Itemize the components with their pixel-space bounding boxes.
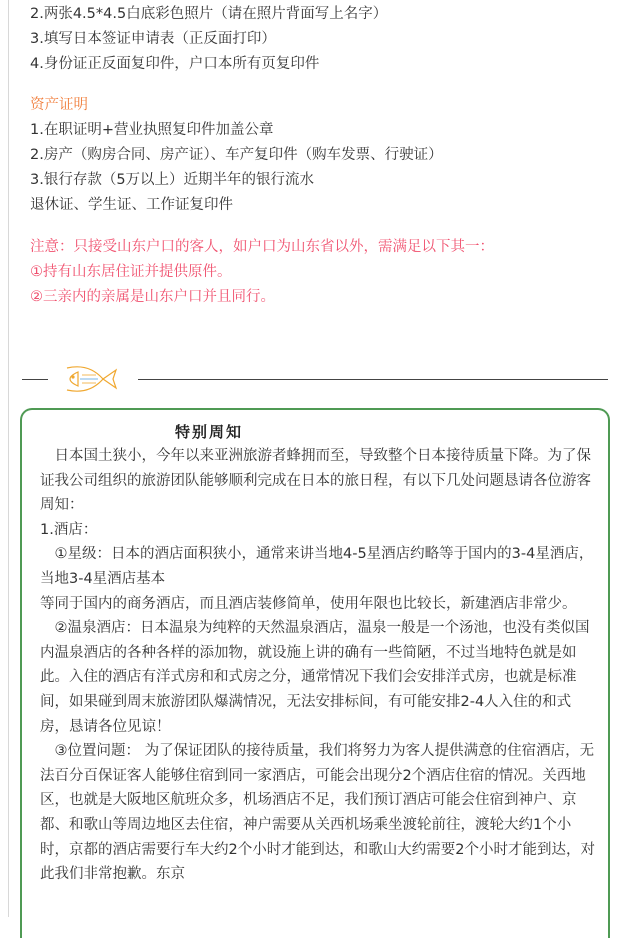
notice-paragraph: ③位置问题： 为了保证团队的接待质量，我们将努力为客人提供满意的住宿酒店，无法百分百保证客人能够住宿到同一家酒店，可能会出现分2个酒店住宿的情况。关西地区，也就是大阪地区航班众多，机场酒店不足，我们预订酒店可能会住宿到神户、京都、和歌山等周边地区去住宿，神户需要从关西机场乘坐渡轮前往，渡轮大约1个小时，京都的酒店需要行车大约2个小时才能到达，和歌山大约需要2个小时才能到达，对此我们非常抱歉。东京 xyxy=(40,743,595,883)
notice-requirements xyxy=(30,235,610,310)
note-line: 注意：只接受山东户口的客人，如户口为山东省以外，需满足以下其一： xyxy=(30,239,494,255)
divider-line-right xyxy=(138,379,608,380)
notice-paragraph: 日本国土狭小，今年以来亚洲旅游者蜂拥而至，导致整个日本接待质量下降。为了保证我公司组织的旅游团队能够顺利完成在日本的旅日程，有以下几处问题恳请各位游客周知： xyxy=(40,448,591,514)
document-top-section xyxy=(30,2,610,310)
assets-item: 3.银行存款（5万以上）近期半年的银行流水 xyxy=(30,172,315,188)
assets-list xyxy=(30,118,610,218)
note-line: ①持有山东居住证并提供原件。 xyxy=(30,264,232,280)
assets-item: 1.在职证明+营业执照复印件加盖公章 xyxy=(30,122,274,138)
divider-line-left xyxy=(22,379,48,380)
assets-item: 退休证、学生证、工作证复印件 xyxy=(30,197,233,213)
notice-paragraph: 等同于国内的商务酒店，而且酒店装修简单，使用年限也比较长，新建酒店非常少。 xyxy=(40,595,577,612)
special-notice-box xyxy=(20,408,610,938)
fish-ornament-icon xyxy=(58,366,120,392)
left-border-line xyxy=(8,0,9,917)
materials-list xyxy=(30,2,610,77)
notice-paragraph: 1.酒店： xyxy=(40,521,98,538)
note-line: ②三亲内的亲属是山东户口并且同行。 xyxy=(30,289,275,305)
notice-content xyxy=(40,410,596,887)
notice-paragraph: ①星级：日本的酒店面积狭小，通常来讲当地4-5星酒店约略等于国内的3-4星酒店，当地3-4星酒店基本 xyxy=(40,546,594,587)
materials-item: 4.身份证正反面复印件，户口本所有页复印件 xyxy=(30,56,320,72)
section-divider xyxy=(22,364,608,394)
notice-paragraph: ②温泉酒店：日本温泉为纯粹的天然温泉酒店，温泉一般是一个汤池，也没有类似国内温泉酒店的各种各样的添加物，就设施上讲的确有一些简陋，不过当地特色就是如此。入住的酒店有洋式房和和式房之分，通常情况下我们会安排洋式房，也就是标准间，如果碰到周末旅游团队爆满情况，无法安排标间，有可能安排2-4人入住的和式房，恳请各位见谅！ xyxy=(40,620,590,735)
assets-item: 2.房产（购房合同、房产证）、车产复印件（购车发票、行驶证） xyxy=(30,147,443,163)
notice-title: 特别周知 xyxy=(175,423,244,441)
materials-item: 3.填写日本签证申请表（正反面打印） xyxy=(30,31,276,47)
materials-item: 2.两张4.5*4.5白底彩色照片（请在照片背面写上名字） xyxy=(30,6,388,22)
assets-section-title: 资产证明 xyxy=(30,97,88,113)
